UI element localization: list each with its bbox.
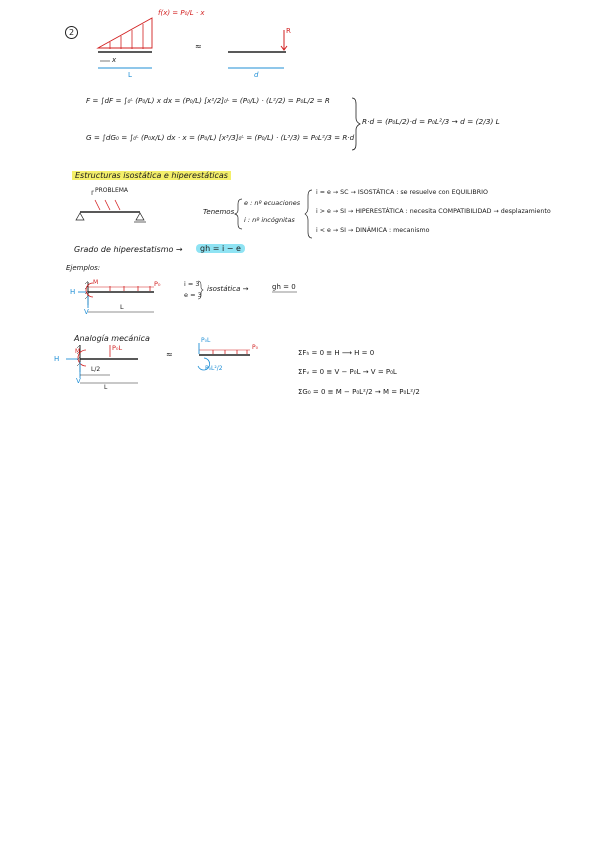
ex2-L2-label: L/2 [91, 366, 101, 373]
ex1-L-label: L [120, 303, 124, 311]
grado-formula-text: gh = i − e [196, 244, 245, 253]
tenemos-item-e: e : nº ecuaciones [244, 199, 301, 207]
section-title-analogia: Analogía mecánica [74, 334, 150, 343]
ex2-V-label: V [76, 377, 81, 385]
ex2-free-body-P0L2: P₀L²/2 [205, 365, 223, 372]
equation-Rd: R·d = (P₀L/2)·d = P₀L²/3 → d = (2/3) L [362, 117, 500, 126]
ex2-H-label: H [54, 355, 60, 363]
tenemos-item-i: i : nº incógnitas [244, 216, 295, 224]
approx-symbol-1: ≈ [195, 42, 202, 51]
isostatica-text: isostática → [207, 285, 249, 293]
force-R-label: R [286, 27, 291, 35]
gh-zero: gh = 0 [272, 283, 296, 291]
ex1-P0-label: P₀ [154, 280, 161, 288]
ex2-P0L-label: P₀L [112, 344, 123, 352]
ex1-V-label: V [84, 308, 89, 316]
ex1-M-label: M [93, 279, 99, 286]
problem-label: PROBLEMA [95, 187, 129, 194]
span-label-L: L [128, 71, 132, 79]
tenemos-label: Tenemos [203, 208, 235, 216]
section-title-text: Estructuras isostática e hiperestáticas [72, 171, 231, 180]
case-isostatica: i = e → SC → ISOSTÁTICA : se resuelve con EQUILIBRIO [316, 189, 488, 196]
equation-F: F = ∫dF = ∫₀ᴸ (P₀/L) x dx = (P₀/L) [x²/2]₀ᴸ = (P₀/L) · (L²/2) = P₀L/2 = R [86, 96, 330, 105]
case-hiperestatica: i > e → SI → HIPERESTÁTICA : necesita COMPATIBILIDAD → desplazamiento [316, 208, 551, 215]
ie-value-i: i = 3 [184, 280, 200, 288]
ex2-M-label: M [75, 348, 81, 355]
load-function-label: f(x) = P₀/L · x [158, 9, 205, 17]
problem-number: 2 [65, 26, 78, 39]
ejemplos-label: Ejemplos: [66, 264, 101, 272]
equilibrium-horizontal: ΣFₕ = 0 ≡ H ⟶ H = 0 [298, 349, 375, 357]
equilibrium-vertical: ΣFᵥ = 0 ≡ V − P₀L → V = P₀L [298, 368, 397, 376]
ie-value-e: e = 3 [184, 291, 202, 299]
ex2-free-body-P0: P₀ [252, 344, 259, 351]
ex1-H-label: H [70, 288, 76, 296]
grado-hiperestatismo-label: Grado de hiperestatismo → [74, 245, 183, 254]
x-label: x [112, 56, 117, 64]
span-label-d: d [254, 71, 259, 79]
approx-symbol-2: ≈ [166, 350, 173, 359]
ex2-free-body-P0L: P₀L [201, 337, 211, 344]
ex2-L-label: L [104, 384, 108, 391]
equilibrium-moment: ΣG₀ = 0 ≡ M − P₀L²/2 → M = P₀L²/2 [298, 388, 420, 396]
equation-G: G = ∫dG₀ = ∫₀ᴸ (P₀x/L) dx · x = (P₀/L) [x³/3]₀ᴸ = (P₀/L) · (L³/3) = P₀L²/3 = R·d [86, 133, 355, 142]
case-dinamica: i < e → SI → DINÁMICA : mecanismo [316, 227, 430, 234]
